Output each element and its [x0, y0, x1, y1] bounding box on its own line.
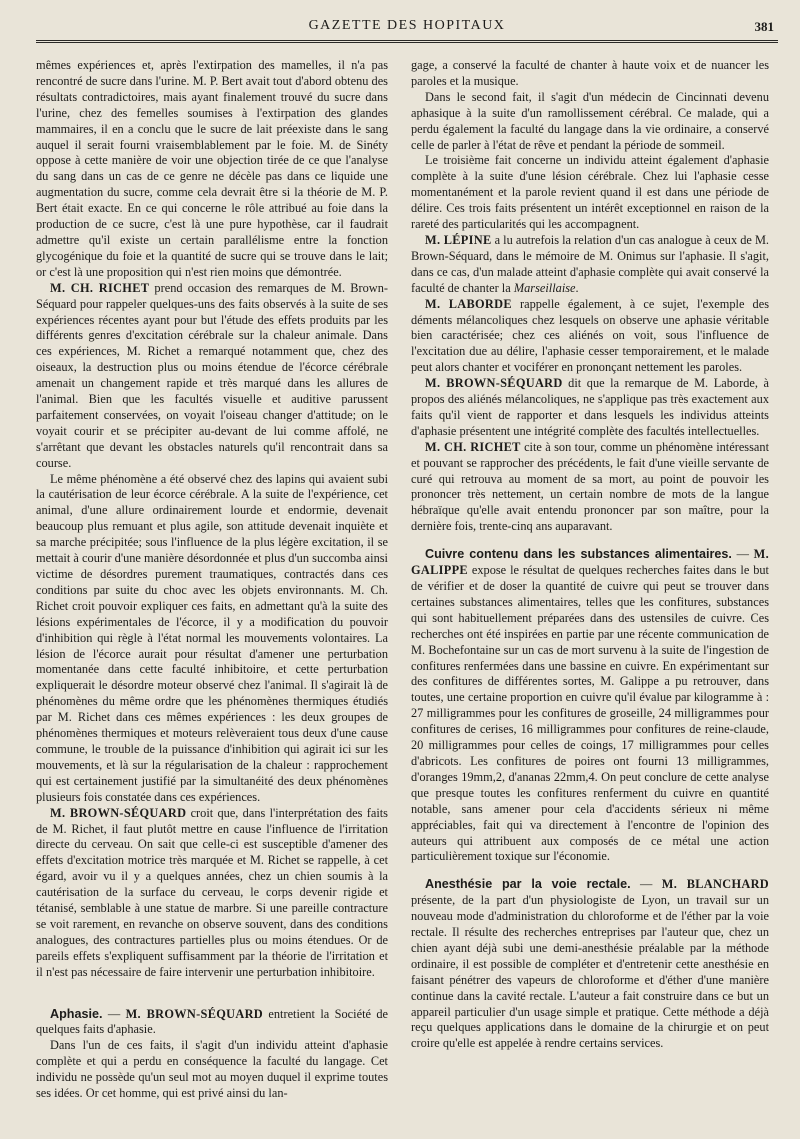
paragraph-text: gage, a conservé la faculté de chanter à haute voix et de nuancer les paroles et la musique.	[411, 58, 769, 88]
paragraph	[411, 90, 769, 154]
paragraph	[36, 1038, 388, 1102]
paragraph-text: entretient la Société de quelques faits d'aphasie.	[36, 1006, 389, 1037]
italic-title: Marseillaise	[513, 280, 576, 295]
paragraph	[36, 806, 388, 981]
section-heading: Aphasie.	[50, 1006, 103, 1021]
paragraph-text: Dans l'un de ces faits, il s'agit d'un individu atteint d'aphasie complète et qui a perdu en conséquence la faculté du langage. Cet individu ne possède qu'un seul mot au moyen duquel il exprime toutes ses idées. Or cet homme, qui est privé ainsi du lan-	[36, 1038, 388, 1101]
dash: —	[102, 1006, 126, 1021]
paragraph-text: cite à son tour, comme un phénomène intéressant et pouvant se rapprocher des précédents, le fait d'une vieille servante de curé qui retrouva au moment de sa mort, au point de pouvoir les prononcer très nettement, un certain nombre de mots de la langue hébraïque qu'elle avait entendu prononcer par son maître, pour la dernière fois, trente-cinq ans auparavant.	[411, 439, 769, 534]
paragraph	[36, 281, 388, 472]
paragraph	[411, 233, 769, 297]
speaker-name: M. LÉPINE	[425, 232, 492, 247]
section-paragraph	[36, 1007, 388, 1039]
speaker-name: M. BLANCHARD	[661, 877, 769, 892]
paragraph-text: croit que, dans l'interprétation des faits de M. Richet, il faut plutôt mettre en cause l'influence de l'irritation directe du cerveau. On sait que celle-ci est susceptible d'amener des effets d'excitation motrice très marquée et M. Richet se rappelle, à cet égard, avoir vu il y a quelques années, chez un chien soumis à la cautérisation de la surface du cerveau, le corps devenir rigide et tétanisé, semblable à une statue de marbre. Si une pareille contracture se voit rarement, en revanche on observe souvent, dans des conditions analogues, des contractures partielles plus ou moins étendues. Or de pareils effets s'expliquent suffisamment par la théorie de l'irritation et il n'est pas nécessaire de faire intervenir une perturbation inhibitoire.	[36, 805, 388, 979]
speaker-name: M. CH. RICHET	[425, 439, 521, 454]
paragraph	[411, 440, 769, 535]
paragraph	[411, 376, 769, 440]
right-column	[411, 58, 769, 1052]
paragraph-text: .	[575, 280, 579, 295]
paragraph-text: présente, de la part d'un physiologiste de Lyon, un travail sur un nouveau mode d'administration du chloroforme et de l'éther par la voie rectale. Il résulte des recherches entreprises par l'auteur que, chez un chien ayant déjà subi une demi-anesthésie préalable par la méthode ordinaire, il est possible de compléter et d'entretenir cette anesthésie en faisant pénétrer des vapeurs de chloroforme et d'éther d'une manière continue dans la cavité rectale. L'auteur a fait construire dans ce but un appareil particulier d'un usage simple et pratique. Cette méthode a déjà reçu quelques applications dans le domaine de la chirurgie et on peut croire qu'elle est appelée à rendre certains services.	[411, 893, 769, 1051]
left-column	[36, 58, 388, 1102]
paragraph	[411, 297, 769, 377]
paragraph-text: mêmes expériences et, après l'extirpation des mamelles, il n'a pas rencontré de sucre dans l'urine. M. P. Bert avait tout d'abord obtenu des résultats contradictoires, mais ayant finalement trouvé du sucre dans l'urine, chez des femelles soumises à l'extirpation des glandes mammaires, il en a conclu que le sucre de lait préexiste dans le sang auquel il serait fourni vraisemblablement par le foie. M. de Sinéty oppose à cette manière de voir une objection tirée de ce que l'analyse du sang dans un cas de ce genre ne décèle pas dans ce liquide une augmentation du sucre, comme cela devrait être si la théorie de M. P. Bert était exacte. En ce qui concerne le rôle attribué au foie dans la production de ce sucre, c'est là une pure hypothèse, car il faudrait admettre qu'il existe un certain parallélisme entre la fonction glycogénique du foie et la quantité de sucre qui se trouve dans le lait; or c'est là une proposition qui n'est rien moins que démontrée.	[36, 58, 388, 279]
paragraph-text: prend occasion des remarques de M. Brown-Séquard pour rappeler quelques-uns des faits observés à la suite de ses expériences récentes ayant pour but l'étude des effets produits par les différents genres d'excitation cérébrale sur la chaleur animale. Dans ces expériences, M. Richet a remarqué notamment que, chez des oiseaux, la destruction plus ou moins étendue de l'écorce cérébrale amenait un changement rapide et très marqué dans les allures de l'animal. Bien que les facultés visuelle et auditive parussent parfaitement conservées, on voyait l'oiseau changer d'attitude; on le voyait courir et se précipiter au-devant de lui comme affolé, ne s'arrêtant que devant les obstacles naturels qu'il rencontrait dans sa course.	[36, 280, 388, 470]
section-heading: Anesthésie par la voie rectale.	[425, 877, 631, 892]
paragraph-text: a lu autrefois la relation d'un cas analogue à ceux de M. Brown-Séquard, dans le mémoire de M. Onimus sur l'aphasie. Il s'agit, dans ce cas, d'un malade atteint d'aphasie complète qui avait conservé la faculté de chanter la	[411, 232, 770, 295]
section-heading: Cuivre contenu dans les substances alimentaires.	[425, 547, 732, 562]
dash: —	[731, 547, 754, 562]
speaker-name: M. GALIPPE	[411, 547, 769, 578]
paragraph	[411, 153, 769, 233]
paragraph-text: dit que la remarque de M. Laborde, à propos des aliénés mélancoliques, ne s'applique pas très exactement aux faits qu'il vient de rapporter et dans lesquels les individus atteints d'aphasie présentent une intégrité complète des facultés intellectuelles.	[411, 376, 769, 438]
section-paragraph	[411, 547, 769, 865]
paragraph	[36, 472, 388, 806]
paragraph-text: rappelle également, à ce sujet, l'exemple des déments mélancoliques chez lesquels on observe une aphasie véritable bien caractérisée; chez ces aliénés on voit, sous l'influence de l'excitation due au délire, l'aphasie cesser temporairement, et le malade peut alors chanter et vociférer en prononçant nettement les paroles.	[411, 296, 769, 375]
speaker-name: M. BROWN-SÉQUARD	[125, 1006, 263, 1021]
speaker-name: M. BROWN-SÉQUARD	[50, 805, 187, 820]
section-paragraph	[411, 877, 769, 1052]
speaker-name: M. BROWN-SÉQUARD	[425, 376, 563, 391]
paragraph-text: Le troisième fait concerne un individu atteint également d'aphasie complète à la suite d'une lésion cérébrale. Chez lui l'aphasie cesse momentanément et la parole revient quand il est dans une période de délire. Ces trois faits présentent un intérêt exceptionnel en raison de la rareté des particularités qui les accompagnent.	[411, 153, 769, 232]
journal-title: GAZETTE DES HOPITAUX	[308, 18, 506, 33]
paragraph-text: expose le résultat de quelques recherches faites dans le but de vérifier et de doser la quantité de cuivre qui peut se trouver dans certaines substances alimentaires, telles que les confitures, substances qui sont habituellement préparées dans des ustensiles de cuivre. Ces recherches ont été inspirées en partie par une récente communication de M. Bochefontaine sur un cas de mort survenu à la suite de l'ingestion de confitures renfermées dans une bassine en cuivre. En expérimentant sur des confitures de différentes sortes, M. Galippe a pu retrouver, dans toutes, une certaine proportion en cuivre qu'il évalue par kilogramme à : 27 milligrammes pour les confitures de groseille, 24 milligrammes pour confitures de cerises, 16 milligrammes pour confitures de reine-claude, 20 milligrammes pour celles de coings, 17 milligrammes pour celles d'abricots. Les confitures de poires ont fourni 13 milligrammes, d'oranges 19mm,2, d'ananas 22mm,4. On peut conclure de cette analyse que presque toutes les confitures renferment du cuivre en quantité notable, sans amener pour cela d'accidents sérieux ni même appréciables, fait qui va directement à l'encontre de l'opinion des auteurs qui attribuent aux composés de ce métal une action particulièrement toxique sur l'économie.	[411, 563, 769, 864]
paragraph-text: Le même phénomène a été observé chez des lapins qui avaient subi la cautérisation de leur écorce cérébrale. A la suite de l'expérience, cet animal, d'une allure ordinairement lourde et endormie, devenait beaucoup plus remuant et plus agile, son attitude devenait inquiète et sa marche précipitée; sous l'influence de la plus légère excitation, il se mettait à courir d'une manière désordonnée et plus d'un succomba ainsi victime de désordres purement traumatiques, contractés dans ces conditions par suite du choc avec les objets environnants. M. Ch. Richet croit pouvoir expliquer ces faits, en admettant qu'à la suite des lésions expérimentales de l'écorce, il y a modification du pouvoir d'inhibition qui règle à l'état normal les mouvements volontaires. La lésion de l'écorce aurait pour résultat d'amener une perturbation momentanée dans cette faculté inhibitoire, et cette perturbation expliquerait le désordre moteur observé chez l'animal. Il s'agirait là de phénomènes du même ordre que les phénomènes thermiques étudiés par M. Richet dans ces mêmes expériences : les deux groupes de phénomènes thermiques et moteurs relèveraient tous deux d'une cause commune, le trouble de la puissance d'inhibition qui agirait ici sur les mouvements, et là sur la régularisation de la chaleur : rapprochement qui est certainement justifié par la simultanéité des deux phénomènes plusieurs fois constatée dans ces expériences.	[36, 471, 388, 804]
dash: —	[630, 877, 662, 892]
speaker-name: M. CH. RICHET	[50, 280, 150, 295]
paragraph-text: Dans le second fait, il s'agit d'un médecin de Cincinnati devenu aphasique à la suite d'un ramollissement cérébral. Ce malade, qui a perdu également la faculté du langage dans la vie ordinaire, a conservé celle de parler à l'état de rêve et pendant la période de sommeil.	[411, 89, 769, 152]
page-number: 381	[754, 19, 774, 34]
paragraph	[36, 58, 388, 281]
page-header	[36, 14, 778, 43]
speaker-name: M. LABORDE	[425, 296, 512, 311]
paragraph	[411, 58, 769, 90]
